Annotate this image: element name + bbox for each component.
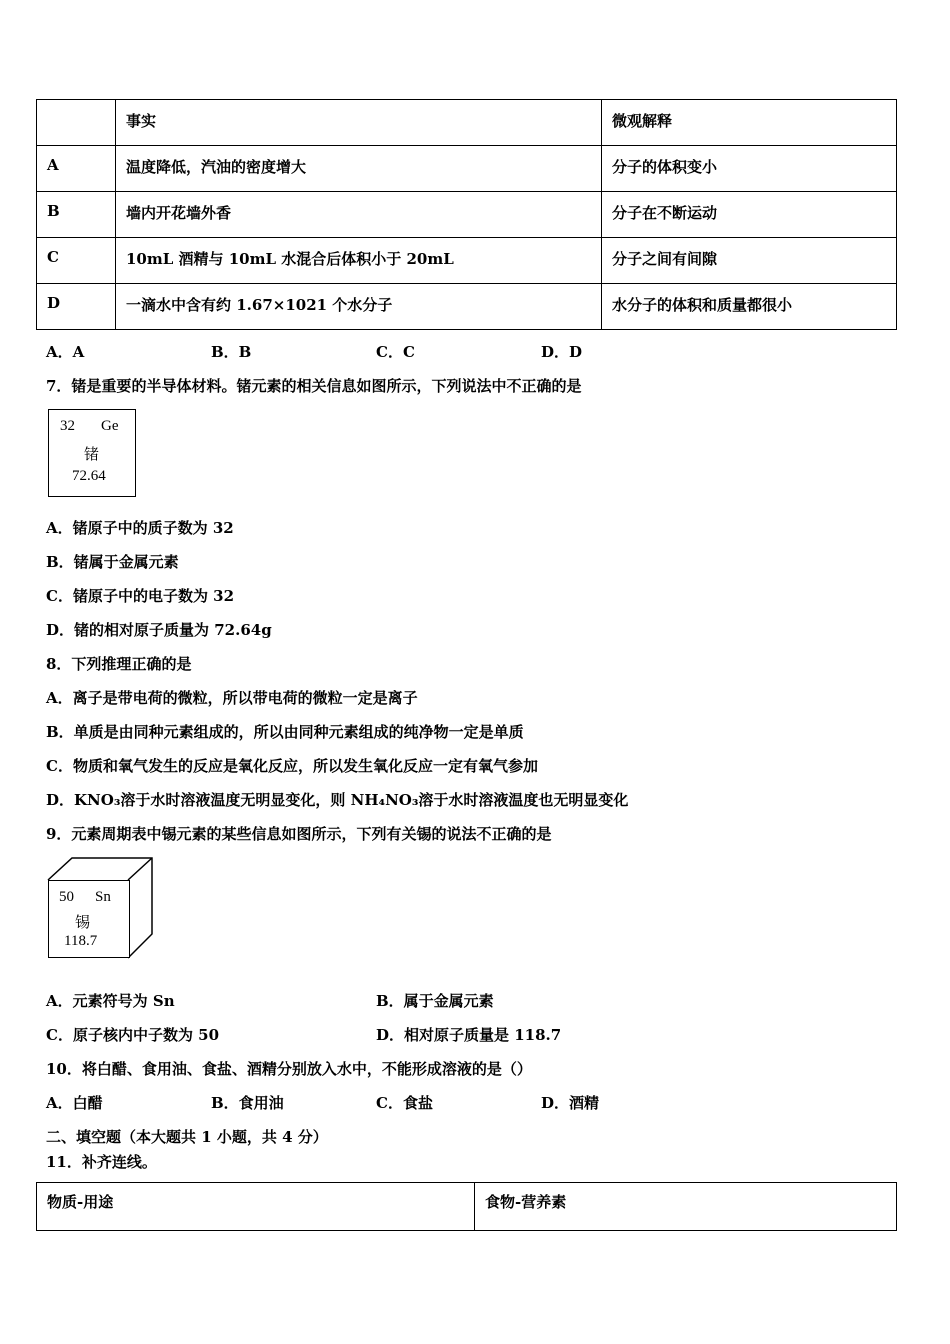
table-row <box>37 192 897 238</box>
element-name: 锗 <box>84 447 100 463</box>
atomic-number: 32 <box>60 418 75 434</box>
option-d: D．锗的相对原子质量为 72.64g <box>46 621 272 639</box>
option-b: B．食用油 <box>211 1094 284 1112</box>
explanation-cell: 水分子的体积和质量都很小 <box>602 284 897 330</box>
header-cell: 食物-营养素 <box>475 1183 897 1231</box>
fact-cell: 温度降低，汽油的密度增大 <box>116 146 602 192</box>
question-7-stem: 7．锗是重要的半导体材料。锗元素的相关信息如图所示，下列说法中不正确的是 <box>46 377 582 395</box>
option-c: C．锗原子中的电子数为 32 <box>46 587 235 605</box>
facts-table <box>36 99 897 330</box>
question-11-stem: 11．补齐连线。 <box>46 1153 157 1171</box>
matching-table <box>36 1182 897 1231</box>
option-a: A．离子是带电荷的微粒，所以带电荷的微粒一定是离子 <box>46 689 418 707</box>
question-9-stem: 9．元素周期表中锡元素的某些信息如图所示，下列有关锡的说法不正确的是 <box>46 825 552 843</box>
element-symbol: Ge <box>101 418 119 434</box>
fact-cell: 一滴水中含有约 1.67×1021 个水分子 <box>116 284 602 330</box>
explanation-cell: 分子的体积变小 <box>602 146 897 192</box>
option-b: B．属于金属元素 <box>376 992 494 1010</box>
explanation-cell: 分子之间有间隙 <box>602 238 897 284</box>
option-b: B．B <box>211 343 252 361</box>
element-symbol: Sn <box>95 889 111 905</box>
table-header-row <box>37 100 897 146</box>
option-d: D．相对原子质量是 118.7 <box>376 1026 562 1044</box>
option-d: D．酒精 <box>541 1094 600 1112</box>
option-c: C．食盐 <box>376 1094 433 1112</box>
atomic-number: 50 <box>59 889 74 905</box>
header-cell: 微观解释 <box>602 100 897 146</box>
option-a: A．锗原子中的质子数为 32 <box>46 519 234 537</box>
table-row <box>37 284 897 330</box>
fact-cell: 墙内开花墙外香 <box>116 192 602 238</box>
option-c: C．C <box>376 343 415 361</box>
option-d: D．KNO₃溶于水时溶液温度无明显变化，则 NH₄NO₃溶于水时溶液温度也无明显变化 <box>46 791 629 809</box>
table-header-row <box>37 1183 897 1231</box>
option-c: C．物质和氧气发生的反应是氧化反应，所以发生氧化反应一定有氧气参加 <box>46 757 538 775</box>
element-name: 锡 <box>75 915 91 931</box>
atomic-mass: 118.7 <box>64 933 98 949</box>
option-b: B．单质是由同种元素组成的，所以由同种元素组成的纯净物一定是单质 <box>46 723 524 741</box>
row-label: C <box>37 238 116 284</box>
option-d: D．D <box>541 343 583 361</box>
explanation-cell: 分子在不断运动 <box>602 192 897 238</box>
option-a: A．白醋 <box>46 1094 103 1112</box>
option-c: C．原子核内中子数为 50 <box>46 1026 220 1044</box>
fact-cell: 10mL 酒精与 10mL 水混合后体积小于 20mL <box>116 238 602 284</box>
row-label: A <box>37 146 116 192</box>
tin-element-card <box>48 880 130 958</box>
germanium-element-card <box>48 409 136 497</box>
option-a: A．元素符号为 Sn <box>46 992 175 1010</box>
option-a: A．A <box>46 343 85 361</box>
table-row <box>37 146 897 192</box>
atomic-mass: 72.64 <box>72 468 106 484</box>
header-cell: 事实 <box>116 100 602 146</box>
row-label: D <box>37 284 116 330</box>
table-row <box>37 238 897 284</box>
header-cell: 物质-用途 <box>37 1183 475 1231</box>
question-10-stem: 10．将白醋、食用油、食盐、酒精分别放入水中，不能形成溶液的是（） <box>46 1060 532 1078</box>
row-label: B <box>37 192 116 238</box>
question-8-stem: 8．下列推理正确的是 <box>46 655 192 673</box>
section-title: 二、填空题（本大题共 1 小题，共 4 分） <box>46 1128 328 1146</box>
option-b: B．锗属于金属元素 <box>46 553 179 571</box>
header-cell <box>37 100 116 146</box>
